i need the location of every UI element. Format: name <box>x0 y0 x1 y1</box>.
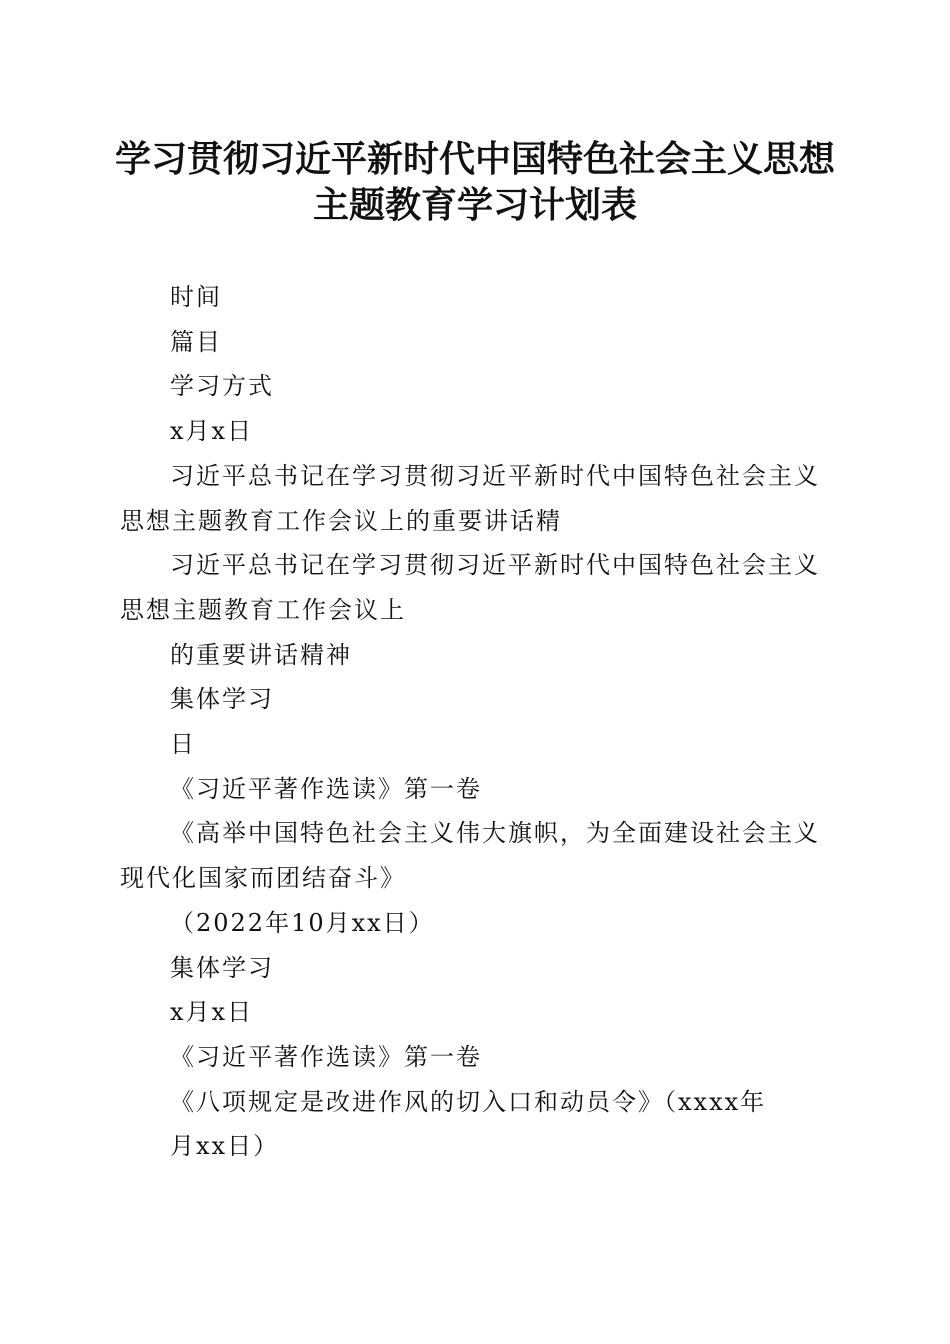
paragraph-line: 《习近平著作选读》第一卷 <box>170 1042 482 1071</box>
document-title-line-1: 学习贯彻习近平新时代中国特色社会主义思想 <box>114 138 835 180</box>
paragraph-line: 时间 <box>170 283 222 311</box>
paragraph-line: 思想主题教育工作会议上 <box>120 595 406 624</box>
paragraph-line: 的重要讲话精神 <box>170 640 352 669</box>
document-title-line-2: 主题教育学习计划表 <box>312 184 637 226</box>
paragraph-line: 集体学习 <box>170 685 274 714</box>
document-body <box>120 275 830 1169</box>
paragraph-line: （2022年10月xx日） <box>170 908 435 937</box>
paragraph-line: 思想主题教育工作会议上的重要讲话精 <box>120 506 562 535</box>
paragraph-line: 习近平总书记在学习贯彻习近平新时代中国特色社会主义 <box>170 461 820 490</box>
paragraph-line: 日 <box>170 730 196 759</box>
paragraph-line: x月x日 <box>170 998 254 1027</box>
paragraph-line: 集体学习 <box>170 953 274 982</box>
paragraph-line: 学习方式 <box>170 372 274 401</box>
paragraph-line: 《习近平著作选读》第一卷 <box>170 774 482 803</box>
paragraph-line: 习近平总书记在学习贯彻习近平新时代中国特色社会主义 <box>170 551 820 580</box>
paragraph-line: 《高举中国特色社会主义伟大旗帜，为全面建设社会主义 <box>170 819 820 848</box>
paragraph-line: x月x日 <box>170 417 254 446</box>
paragraph-line: 现代化国家而团结奋斗》 <box>120 864 406 893</box>
paragraph-line: 篇目 <box>170 327 222 356</box>
paragraph-line: 《八项规定是改进作风的切入口和动员令》（xxxx年 <box>170 1087 767 1116</box>
paragraph-line: 月xx日） <box>170 1132 280 1161</box>
